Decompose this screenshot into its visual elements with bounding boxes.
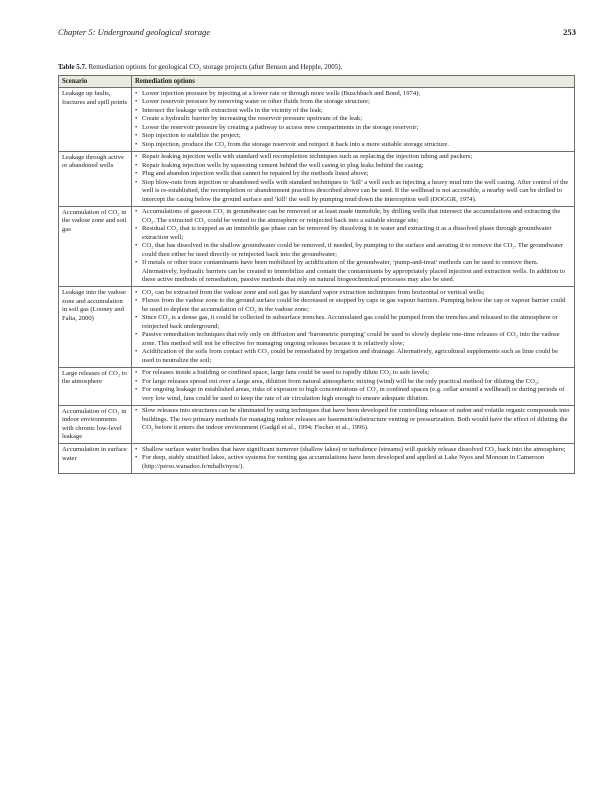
scenario-column-header: Scenario bbox=[59, 76, 132, 88]
page-number: 253 bbox=[563, 27, 576, 37]
scenario-cell: Leakage up faults, fractures and spill points bbox=[59, 88, 132, 152]
option-item: • Shallow surface water bodies that have significant turnover (shallow lakes) or turbulence (streams) will quickly release dissolved CO₂ back into the atmosphere; bbox=[135, 446, 571, 455]
options-cell bbox=[132, 206, 575, 287]
table-row bbox=[59, 151, 575, 206]
options-cell bbox=[132, 88, 575, 152]
options-list bbox=[135, 153, 571, 204]
options-cell bbox=[132, 151, 575, 206]
table-row bbox=[59, 287, 575, 368]
options-list bbox=[135, 407, 571, 433]
options-list bbox=[135, 208, 571, 285]
option-item: • Repair leaking injection wells with standard well recompletion techniques such as replacing the injection tubing and packers; bbox=[135, 153, 571, 162]
options-cell bbox=[132, 444, 575, 474]
options-list bbox=[135, 289, 571, 366]
option-item: • Stop injection, produce the CO₂ from the storage reservoir and reinject it back into a more suitable storage structure. bbox=[135, 141, 571, 150]
option-item: • Create a hydraulic barrier by increasing the reservoir pressure upstream of the leak; bbox=[135, 115, 571, 124]
option-item: • Acidification of the soils from contact with CO₂ could be remediated by irrigation and drainage. Alternatively, agricultural supplements such as lime could be used to neutralize the soil; bbox=[135, 348, 571, 365]
option-item: • CO₂ that has dissolved in the shallow groundwater could be removed, if needed, by pumping to the surface and aerating it to remove the CO₂. The groundwater could then either be used directly or reinjected back into the groundwater; bbox=[135, 242, 571, 259]
options-cell bbox=[132, 405, 575, 444]
remediation-table bbox=[58, 75, 575, 474]
option-item: • Lower injection pressure by injecting at a lower rate or through more wells (Buschbach and Bond, 1974); bbox=[135, 90, 571, 99]
table-row bbox=[59, 206, 575, 287]
scenario-cell: Accumulation of CO₂ in the vadose zone and soil gas bbox=[59, 206, 132, 287]
chapter-title: Chapter 5: Underground geological storage bbox=[58, 27, 211, 37]
table-caption-text: Remediation options for geological CO₂ storage projects (after Benson and Hepple, 2005). bbox=[88, 63, 343, 71]
table-caption bbox=[58, 63, 578, 71]
options-cell bbox=[132, 287, 575, 368]
table-row bbox=[59, 367, 575, 405]
option-item: • Intersect the leakage with extraction wells in the vicinity of the leak; bbox=[135, 107, 571, 116]
option-item: • For ongoing leakage in established areas, risks of exposure to high concentrations of CO₂ in confined spaces (e.g. cellar around a wellhead) or during periods of very low wind, fans could be used to keep the rate of air circulation high enough to ensure adequate dilution. bbox=[135, 386, 571, 403]
page-header bbox=[58, 27, 576, 41]
scenario-cell: Large releases of CO₂ to the atmosphere bbox=[59, 367, 132, 405]
table-row bbox=[59, 444, 575, 474]
option-item: • Lower the reservoir pressure by creating a pathway to access new compartments in the storage reservoir; bbox=[135, 124, 571, 133]
options-column-header: Remediation options bbox=[132, 76, 575, 88]
options-list bbox=[135, 90, 571, 150]
table-row bbox=[59, 88, 575, 152]
options-cell bbox=[132, 367, 575, 405]
scenario-cell: Leakage into the vadose zone and accumulation in soil gas (Looney and Falta, 2000) bbox=[59, 287, 132, 368]
options-list bbox=[135, 446, 571, 472]
option-item: • Stop injection to stabilize the project; bbox=[135, 132, 571, 141]
option-item: • Repair leaking injection wells by squeezing cement behind the well casing to plug leaks behind the casing; bbox=[135, 162, 571, 171]
option-item: • For large releases spread out over a large area, dilution from natural atmospheric mixing (wind) will be the only practical method for diluting the CO₂; bbox=[135, 378, 571, 387]
option-item: • Stop blow-outs from injection or abandoned wells with standard techniques to ‘kill’ a well such as injecting a heavy mud into the well casing. After control of the well is re-established, the recompletion or abandonment practices described above can be used. If the wellhead is not accessible, a nearby well can be drilled to intercept the casing below the ground surface and ‘kill’ the well by pumping mud down the interception well (DOGGR, 1974). bbox=[135, 179, 571, 205]
scenario-cell: Accumulation of CO₂ in indoor environments with chronic low-level leakage bbox=[59, 405, 132, 444]
option-item: • Lower reservoir pressure by removing water or other fluids from the storage structure; bbox=[135, 98, 571, 107]
option-item: • For releases inside a building or confined space, large fans could be used to rapidly dilute CO₂ to safe levels; bbox=[135, 369, 571, 378]
option-item: • Residual CO₂ that is trapped as an immobile gas phase can be removed by dissolving it in water and extracting it as a dissolved phase through groundwater extraction well; bbox=[135, 225, 571, 242]
options-list bbox=[135, 369, 571, 403]
option-item: • Since CO₂ is a dense gas, it could be collected in subsurface trenches. Accumulated gas could be pumped from the trenches and released to the atmosphere or reinjected back underground; bbox=[135, 314, 571, 331]
option-item: • Plug and abandon injection wells that cannot be repaired by the methods listed above; bbox=[135, 170, 571, 179]
option-item: • Fluxes from the vadose zone to the ground surface could be decreased or stopped by caps or gas vapour barriers. Pumping below the cap or vapour barrier could be used to deplete the accumulation of CO₂ in the vadose zone; bbox=[135, 297, 571, 314]
scenario-cell: Accumulation in surface water bbox=[59, 444, 132, 474]
option-item: • CO₂ can be extracted from the vadose zone and soil gas by standard vapor extraction techniques from horizontal or vertical wells; bbox=[135, 289, 571, 298]
table-row bbox=[59, 405, 575, 444]
option-item: • Accumulations of gaseous CO₂ in groundwater can be removed or at least made immobile, by drilling wells that intersect the accumulations and extracting the CO₂. The extracted CO₂ could be vented to the atmosphere or reinjected back into a suitable storage site; bbox=[135, 208, 571, 225]
option-item: • For deep, stably stratified lakes, active systems for venting gas accumulations have been developed and applied at Lake Nyos and Monoun in Cameroon (http://perso.wanadoo.fr/mhalb/nyos/). bbox=[135, 454, 571, 471]
option-item: • Slow releases into structures can be eliminated by using techniques that have been developed for controlling release of radon and volatile organic compounds into buildings. The two primary methods for managing indoor releases are basement/substructure venting or pressurization. Both would have the effect of diluting the CO₂ before it enters the indoor environment (Gadgil et al., 1994; Fischer et al., 1996). bbox=[135, 407, 571, 433]
option-item: • Passive remediation techniques that rely only on diffusion and ‘barometric pumping’ could be used to slowly deplete one-time releases of CO₂ into the vadose zone. This method will not be effective for managing ongoing releases because it is relatively slow; bbox=[135, 331, 571, 348]
option-item: • If metals or other trace contaminants have been mobilized by acidification of the groundwater, ‘pump-and-treat’ methods can be used to remove them. Alternatively, hydraulic barriers can be created to immobilize and contain the contaminants by appropriately placed injection and extraction wells. In addition to these active methods of remediation, passive methods that rely on natural biogeochemical processes may also be used. bbox=[135, 259, 571, 285]
table-header-row bbox=[59, 76, 575, 88]
scenario-cell: Leakage through active or abandoned wells bbox=[59, 151, 132, 206]
table-label: Table 5.7. bbox=[58, 63, 87, 71]
